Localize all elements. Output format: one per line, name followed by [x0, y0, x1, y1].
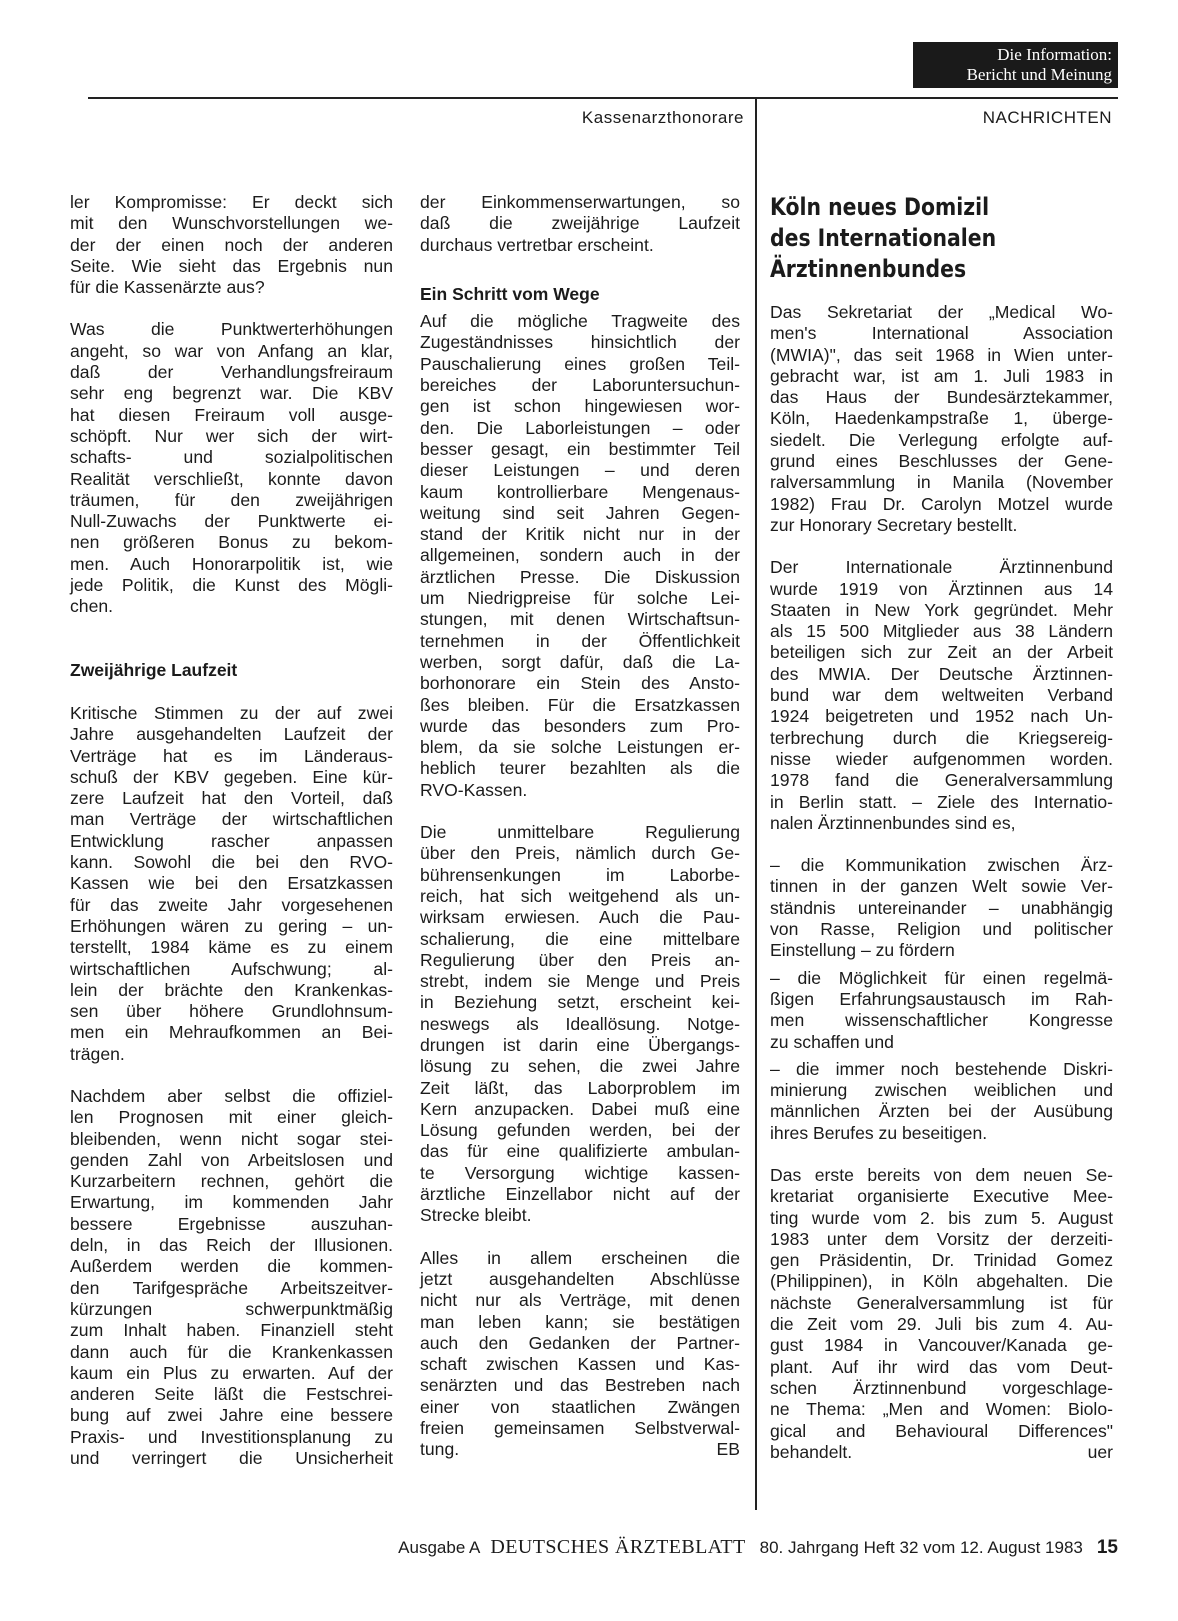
text-line: len Prognosen mit einer gleich-: [70, 1107, 393, 1128]
text-line: RVO-Kassen.: [420, 779, 528, 800]
paragraph: [420, 822, 740, 1227]
text-line: bessere Ergebnisse auszuhan-: [70, 1213, 393, 1234]
text-line: Seite. Wie sieht das Ergebnis nun: [70, 255, 393, 276]
text-line: Kern anzupacken. Dabei muß eine: [420, 1098, 740, 1119]
text-line: kann. Sowohl die bei den RVO-: [70, 852, 393, 873]
text-line: in Beziehung setzt, erscheint kei-: [420, 992, 740, 1013]
text-line: borhonorare ein Stein des Ansto-: [420, 673, 740, 694]
badge-line-2: Bericht und Meinung: [966, 65, 1112, 84]
text-line: men wissenschaftlicher Kongresse: [770, 1010, 1113, 1031]
text-line: gust 1984 in Vancouver/Kanada ge-: [770, 1335, 1113, 1356]
text-line: besser gesagt, ein bestimmter Teil: [420, 438, 740, 459]
text-line: nächste Generalversammlung ist für: [770, 1292, 1113, 1313]
text-line: drungen ist darin eine Übergangs-: [420, 1034, 740, 1055]
text-line: angeht, so war von Anfang an klar,: [70, 340, 393, 361]
text-line: strebt, indem sie Menge und Preis: [420, 971, 740, 992]
text-line: terbrechung durch die Kriegsereig-: [770, 727, 1113, 748]
header-rule: [88, 97, 1118, 99]
text-line: ler Kompromisse: Er deckt sich: [70, 192, 393, 212]
text-line: gebracht war, ist am 1. Juli 1983 in: [770, 365, 1113, 386]
text-line: Zugeständnisses hinsichtlich der: [420, 332, 740, 353]
text-line: das für eine qualifizierte ambulan-: [420, 1141, 740, 1162]
text-line: bleibenden, wenn nicht sogar stei-: [70, 1128, 393, 1149]
text-line: ne Thema: „Men and Women: Biolo-: [770, 1399, 1113, 1420]
paragraph: [70, 192, 393, 298]
column-divider: [755, 97, 757, 1510]
text-line: beteiligen sich zur Zeit an der Arbeit: [770, 642, 1113, 663]
text-line: kretariat organisierte Executive Mee-: [770, 1186, 1113, 1207]
issue-info: 80. Jahrgang Heft 32 vom 12. August 1983: [759, 1538, 1083, 1557]
text-line: ralversammlung in Manila (November: [770, 472, 1113, 493]
text-line: deln, in das Reich der Illusionen.: [70, 1235, 393, 1256]
text-line: ihres Berufes zu beseitigen.: [770, 1122, 988, 1143]
paragraph: [420, 1248, 740, 1440]
text-line: 1983 unter dem Vorsitz der derzeiti-: [770, 1228, 1113, 1249]
text-line: trägen.: [70, 1043, 125, 1064]
text-line: Auf die mögliche Tragweite des: [420, 311, 740, 332]
text-line: wurde 1919 von Ärztinnen aus 14: [770, 578, 1113, 599]
text-line: kaum ein Plus zu erwarten. Auf der: [70, 1362, 393, 1383]
text-line: Was die Punktwerterhöhungen: [70, 319, 393, 340]
text-line: wirtschaftlichen Aufschwung; al-: [70, 958, 393, 979]
text-line: Lösung gefunden werden, bei der: [420, 1120, 740, 1141]
text-line: Praxis- und Investitionsplanung zu: [70, 1426, 393, 1447]
text-line: nalen Ärztinnenbundes sind es,: [770, 812, 1016, 833]
text-line: ternehmen in der Öffentlichkeit: [420, 630, 740, 651]
paragraph: [770, 1165, 1113, 1442]
text-line: männlichen Ärzten bei der Ausübung: [770, 1101, 1113, 1122]
text-line: den. Die Laborleistungen – oder: [420, 417, 740, 438]
text-line: als 15 500 Mitglieder aus 38 Ländern: [770, 621, 1113, 642]
text-line: genden Zahl von Arbeitslosen und: [70, 1149, 393, 1170]
text-line: schöpft. Nur wer sich der wirt-: [70, 425, 393, 446]
text-line: lein der brächte den Krankenkas-: [70, 979, 393, 1000]
text-line: hat diesen Freiraum voll ausge-: [70, 404, 393, 425]
page-footer: [0, 1536, 1118, 1559]
text-line: heblich teurer bezahlten als die: [420, 758, 740, 779]
text-line: men's International Association: [770, 323, 1113, 344]
text-line: weitung sind seit Jahren Gegen-: [420, 502, 740, 523]
text-line: bührensenkungen im Laborbe-: [420, 864, 740, 885]
list-item: [770, 1059, 1113, 1144]
news-column: [770, 192, 1113, 1463]
text-line: siedelt. Die Verlegung erfolgte auf-: [770, 429, 1113, 450]
text-line: man Verträge der wirtschaftlichen: [70, 809, 393, 830]
text-line: Kritische Stimmen zu der auf zwei: [70, 702, 393, 723]
text-line: des MWIA. Der Deutsche Ärztinnen-: [770, 663, 1113, 684]
text-line: der der einen noch der anderen: [70, 234, 393, 255]
paragraph: [70, 703, 393, 1065]
text-line: bung auf zwei Jahre eine bessere: [70, 1405, 393, 1426]
paragraph: [70, 1086, 393, 1469]
text-line: daß der Verhandlungsfreiraum: [70, 362, 393, 383]
text-line: 1978 fand die Generalversammlung: [770, 770, 1113, 791]
text-line: 1924 beigetreten und 1952 nach Un-: [770, 706, 1113, 727]
text-line: Erwartung, im kommenden Jahr: [70, 1192, 393, 1213]
text-line: Erhöhungen wären zu gering – un-: [70, 915, 393, 936]
text-line: man leben kann; sie bestätigen: [420, 1311, 740, 1332]
text-line: Realität verschließt, konnte davon: [70, 468, 393, 489]
text-line: terstellt, 1984 käme es zu einem: [70, 937, 393, 958]
author-signature: EB: [716, 1439, 740, 1460]
text-line: schalierung, die eine mittelbare: [420, 928, 740, 949]
text-line: Alles in allem erscheinen die: [420, 1247, 740, 1268]
text-line: Kassen wie bei den Ersatzkassen: [70, 873, 393, 894]
text-line: dann auch für die Krankenkassen: [70, 1341, 393, 1362]
text-line: kaum kontrollierbare Mengenaus-: [420, 481, 740, 502]
text-line: mit den Wunschvorstellungen we-: [70, 213, 393, 234]
text-line: dieser Leistungen – und deren: [420, 460, 740, 481]
text-line: Das erste bereits von dem neuen Se-: [770, 1164, 1113, 1185]
closing-line: [420, 1439, 740, 1460]
text-line: bereiches der Laboruntersuchun-: [420, 375, 740, 396]
text-line: nisse wieder aufgenommen worden.: [770, 748, 1113, 769]
text-line: träumen, für den zweijährigen: [70, 489, 393, 510]
text-line: – die Möglichkeit für einen regelmä-: [770, 967, 1113, 988]
subheading: Zweijährige Laufzeit: [70, 659, 238, 680]
text-line: Verträge hat es im Länderaus-: [70, 745, 393, 766]
magazine-title: DEUTSCHES ÄRZTEBLATT: [490, 1536, 746, 1558]
text-line: Entwicklung rascher anpassen: [70, 830, 393, 851]
section-badge: [913, 42, 1118, 88]
text-line: nicht nur als Verträge, mit denen: [420, 1290, 740, 1311]
text-line: in Berlin statt. – Ziele des Internatio-: [770, 791, 1113, 812]
headline-line: des Internationalen: [770, 224, 997, 252]
paragraph: [70, 319, 393, 617]
text-line: daß die zweijährige Laufzeit: [420, 213, 740, 234]
article-column-1: [70, 192, 393, 1469]
text-line: schen Ärztinnenbund vorgeschlage-: [770, 1377, 1113, 1398]
text-line: Null-Zuwachs der Punktwerte ei-: [70, 511, 393, 532]
text-line: zur Honorary Secretary bestellt.: [770, 514, 1018, 535]
text-line: kürzungen schwerpunktmäßig: [70, 1298, 393, 1319]
text-line: ständnis untereinander – unabhängig: [770, 897, 1113, 918]
text-line: schafts- und sozialpolitischen: [70, 447, 393, 468]
text-line: sen über höhere Grundlohnsum-: [70, 1001, 393, 1022]
text-line: bund war dem weltweiten Verband: [770, 685, 1113, 706]
article-column-2: [420, 192, 740, 1461]
text-line: um Niedrigpreise für solche Lei-: [420, 588, 740, 609]
badge-line-1: Die Information:: [997, 45, 1112, 64]
text-line: te Versorgung wichtige kassen-: [420, 1162, 740, 1183]
subheading: Ein Schritt vom Wege: [420, 283, 600, 304]
text-line: Zeit läßt, das Laborproblem im: [420, 1077, 740, 1098]
text-line: senärzten und das Bestreben nach: [420, 1375, 740, 1396]
text-line: plant. Auf ihr wird das vom Deut-: [770, 1356, 1113, 1377]
author-signature: uer: [1087, 1441, 1113, 1462]
text-line: men ein Mehraufkommen an Bei-: [70, 1022, 393, 1043]
text-line: gen Präsidentin, Dr. Trinidad Gomez: [770, 1250, 1113, 1271]
text-line: Die unmittelbare Regulierung: [420, 822, 740, 843]
text-line: zum Inhalt haben. Finanziell steht: [70, 1320, 393, 1341]
text-line: schuß der KBV gegeben. Eine kür-: [70, 766, 393, 787]
paragraph: [770, 557, 1113, 834]
list-item: [770, 968, 1113, 1053]
text-line: werben, sorgt dafür, daß die La-: [420, 651, 740, 672]
text-line: jetzt ausgehandelten Abschlüsse: [420, 1268, 740, 1289]
text-line: Nachdem aber selbst die offiziel-: [70, 1085, 393, 1106]
text-line: schaft zwischen Kassen und Kas-: [420, 1354, 740, 1375]
text-line: Einstellung – zu fördern: [770, 940, 955, 961]
text-line: 1982) Frau Dr. Carolyn Motzel wurde: [770, 493, 1113, 514]
text-line: Das Sekretariat der „Medical Wo-: [770, 302, 1113, 322]
text-line: zere Laufzeit hat den Vorteil, daß: [70, 788, 393, 809]
news-headline: [770, 192, 1062, 285]
text-line: jede Politik, die Kunst des Mögli-: [70, 575, 393, 596]
page-number: 15: [1096, 1537, 1118, 1558]
paragraph: [770, 302, 1113, 536]
text-line: men. Auch Honorarpolitik ist, wie: [70, 553, 393, 574]
edition: Ausgabe A: [398, 1538, 481, 1557]
list-item: [770, 855, 1113, 961]
last-line: tung.: [420, 1439, 460, 1460]
text-line: (MWIA)", das seit 1968 in Wien unter-: [770, 344, 1113, 365]
text-line: Köln, Haedenkampstraße 1, überge-: [770, 408, 1113, 429]
text-line: chen.: [70, 596, 114, 617]
text-line: wirksam erwiesen. Auch die Pau-: [420, 907, 740, 928]
text-line: für das zweite Jahr vorgesehenen: [70, 894, 393, 915]
text-line: tinnen in der ganzen Welt sowie Ver-: [770, 876, 1113, 897]
text-line: blem, da sie solche Leistungen er-: [420, 737, 740, 758]
text-line: Strecke bleibt.: [420, 1205, 532, 1226]
text-line: grund eines Beschlusses der Gene-: [770, 451, 1113, 472]
text-line: zu schaffen und: [770, 1031, 894, 1052]
text-line: Pauschalierung eines großen Teil-: [420, 353, 740, 374]
text-line: den Tarifgespräche Arbeitszeitver-: [70, 1277, 393, 1298]
text-line: einer von staatlichen Zwängen: [420, 1396, 740, 1417]
text-line: Der Internationale Ärztinnenbund: [770, 557, 1113, 578]
text-line: für die Kassenärzte aus?: [70, 277, 265, 298]
text-line: durchaus vertretbar erscheint.: [420, 234, 654, 255]
text-line: Regulierung über den Preis an-: [420, 949, 740, 970]
text-line: auch den Gedanken der Partner-: [420, 1332, 740, 1353]
text-line: minierung zwischen weiblichen und: [770, 1080, 1113, 1101]
text-line: – die Kommunikation zwischen Ärz-: [770, 855, 1113, 876]
text-line: über den Preis, nämlich durch Ge-: [420, 843, 740, 864]
headline-line: Ärztinnenbundes: [770, 255, 967, 283]
text-line: sehr eng begrenzt war. Die KBV: [70, 383, 393, 404]
text-line: lösung zu sehen, die zwei Jahre: [420, 1056, 740, 1077]
text-line: stungen, mit denen Wirtschaftsun-: [420, 609, 740, 630]
text-line: die Zeit vom 29. Juli bis zum 4. Au-: [770, 1314, 1113, 1335]
text-line: Staaten in New York gegründet. Mehr: [770, 599, 1113, 620]
text-line: gen ist schon hingewiesen wor-: [420, 396, 740, 417]
text-line: Außerdem werden die kommen-: [70, 1256, 393, 1277]
text-line: freien gemeinsamen Selbstverwal-: [420, 1418, 740, 1439]
text-line: (Philippinen), in Köln abgehalten. Die: [770, 1271, 1113, 1292]
text-line: ärztliche Einzellabor nicht auf der: [420, 1184, 740, 1205]
text-line: nen größeren Bonus zu bekom-: [70, 532, 393, 553]
text-line: stand der Kritik nicht nur in der: [420, 524, 740, 545]
section-label-left: Kassenarzthonorare: [581, 108, 744, 127]
text-line: allgemeinen, sondern auch in der: [420, 545, 740, 566]
text-line: gical and Behavioural Differences": [770, 1420, 1113, 1441]
text-line: ting wurde vom 2. bis zum 5. August: [770, 1207, 1113, 1228]
text-line: ßigen Erfahrungsaustausch im Rah-: [770, 988, 1113, 1009]
headline-line: Köln neues Domizil: [770, 193, 990, 221]
text-line: ßes bleiben. Für die Ersatzkassen: [420, 694, 740, 715]
text-line: Kurzarbeitern rechnen, gehört die: [70, 1171, 393, 1192]
text-line: ärztlichen Presse. Die Diskussion: [420, 566, 740, 587]
text-line: das Haus der Bundesärztekammer,: [770, 387, 1113, 408]
last-line: behandelt.: [770, 1441, 853, 1462]
text-line: und verringert die Unsicherheit: [70, 1448, 393, 1469]
text-line: anderen Seite läßt die Festschrei-: [70, 1384, 393, 1405]
text-line: von Rasse, Religion und politischer: [770, 919, 1113, 940]
paragraph: [420, 192, 740, 256]
text-line: wurde das besonders zum Pro-: [420, 715, 740, 736]
closing-line: [770, 1442, 1113, 1463]
text-line: reich, hat sich weitgehend als un-: [420, 885, 740, 906]
text-line: – die immer noch bestehende Diskri-: [770, 1058, 1113, 1079]
text-line: der Einkommenserwartungen, so: [420, 192, 740, 212]
text-line: Jahre ausgehandelten Laufzeit der: [70, 724, 393, 745]
text-line: neswegs als Ideallösung. Notge-: [420, 1013, 740, 1034]
paragraph: [420, 311, 740, 801]
section-label-right: NACHRICHTEN: [982, 108, 1112, 127]
